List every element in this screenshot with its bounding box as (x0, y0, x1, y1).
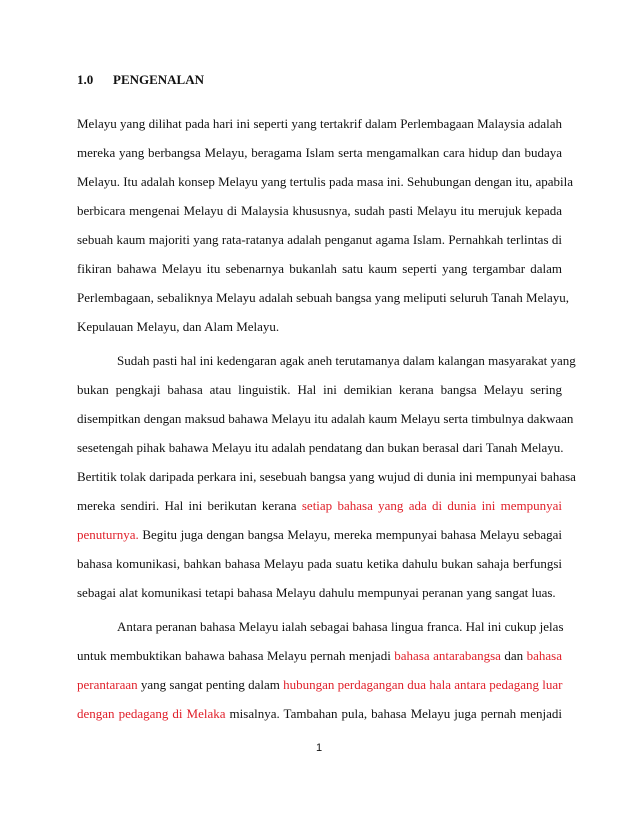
paragraph-3-line-3-text: yang sangat penting dalam (137, 677, 284, 692)
paragraph-2-line-2: bukan pengkaji bahasa atau linguistik. Hal ini demikian kerana bangsa Melayu sering (77, 382, 562, 397)
page-number: 1 (315, 742, 323, 754)
paragraph-2-line-9: sebagai alat komunikasi tetapi bahasa Melayu dahulu mempunyai peranan yang sangat luas. (77, 585, 556, 600)
paragraph-1-line-8: Kepulauan Melayu, dan Alam Melayu. (77, 319, 280, 334)
section-heading (77, 72, 204, 88)
paragraph-1-line-7: Perlembagaan, sebaliknya Melayu adalah sebuah bangsa yang meliputi seluruh Tanah Melayu, (77, 290, 569, 305)
highlighted-phrase: bahasa (526, 648, 562, 663)
paragraph-1-line-5: sebuah kaum majoriti yang rata-ratanya adalah penganut agama Islam. Pernahkah terlintas di (77, 232, 562, 247)
highlighted-phrase: perantaraan (77, 677, 138, 692)
paragraph-2-line-3: disempitkan dengan maksud bahawa Melayu itu adalah kaum Melayu serta timbulnya dakwaan (77, 411, 574, 426)
paragraph-1-line-4: berbicara mengenai Melayu di Malaysia khususnya, sudah pasti Melayu itu merujuk kepada (77, 203, 562, 218)
section-title: PENGENALAN (113, 72, 205, 87)
paragraph-2-line-4: sesetengah pihak bahawa Melayu itu adalah pendatang dan bukan berasal dari Tanah Melayu. (77, 440, 564, 455)
highlighted-phrase: penuturnya. (77, 527, 139, 542)
highlighted-phrase: bahasa antarabangsa (394, 648, 501, 663)
paragraph-2-line-7-text: Begitu juga dengan bangsa Melayu, mereka mempunyai bahasa Melayu sebagai (138, 527, 562, 542)
paragraph-3-line-2-connector: dan (500, 648, 527, 663)
paragraph-3-line-2 (77, 648, 562, 664)
paragraph-3-line-2-text: untuk membuktikan bahawa bahasa Melayu pernah menjadi (77, 648, 395, 663)
section-number: 1.0 (77, 72, 94, 87)
paragraph-3-line-4-text: misalnya. Tambahan pula, bahasa Melayu juga pernah menjadi (225, 706, 562, 721)
paragraph-3-line-4 (77, 706, 562, 722)
paragraph-1-line-6: fikiran bahawa Melayu itu sebenarnya bukanlah satu kaum seperti yang tergambar dalam (77, 261, 562, 276)
highlighted-phrase: setiap bahasa yang ada di dunia ini mempunyai (301, 498, 562, 513)
paragraph-2-line-6-text: mereka sendiri. Hal ini berikutan kerana (77, 498, 302, 513)
paragraph-2-line-7 (77, 527, 562, 543)
paragraph-1-line-3: Melayu. Itu adalah konsep Melayu yang tertulis pada masa ini. Sehubungan dengan itu, apabila (77, 174, 574, 189)
paragraph-2-line-8: bahasa komunikasi, bahkan bahasa Melayu pada suatu ketika dahulu bukan sahaja berfungsi (77, 556, 562, 571)
paragraph-2-line-1: Sudah pasti hal ini kedengaran agak aneh terutamanya dalam kalangan masyarakat yang (117, 353, 576, 368)
paragraph-2-line-6 (77, 498, 562, 514)
paragraph-2-line-5: Bertitik tolak daripada perkara ini, sesebuah bangsa yang wujud di dunia ini mempunyai bahasa (77, 469, 576, 484)
paragraph-1-line-1: Melayu yang dilihat pada hari ini seperti yang tertakrif dalam Perlembagaan Malaysia adalah (77, 116, 562, 131)
paragraph-1-line-2: mereka yang berbangsa Melayu, beragama Islam serta mengamalkan cara hidup dan budaya (77, 145, 562, 160)
highlighted-phrase: dengan pedagang di Melaka (77, 706, 226, 721)
paragraph-3-line-3 (77, 677, 562, 693)
highlighted-phrase: hubungan perdagangan dua hala antara pedagang luar (283, 677, 563, 692)
paragraph-3-line-1: Antara peranan bahasa Melayu ialah sebagai bahasa lingua franca. Hal ini cukup jelas (117, 619, 564, 634)
